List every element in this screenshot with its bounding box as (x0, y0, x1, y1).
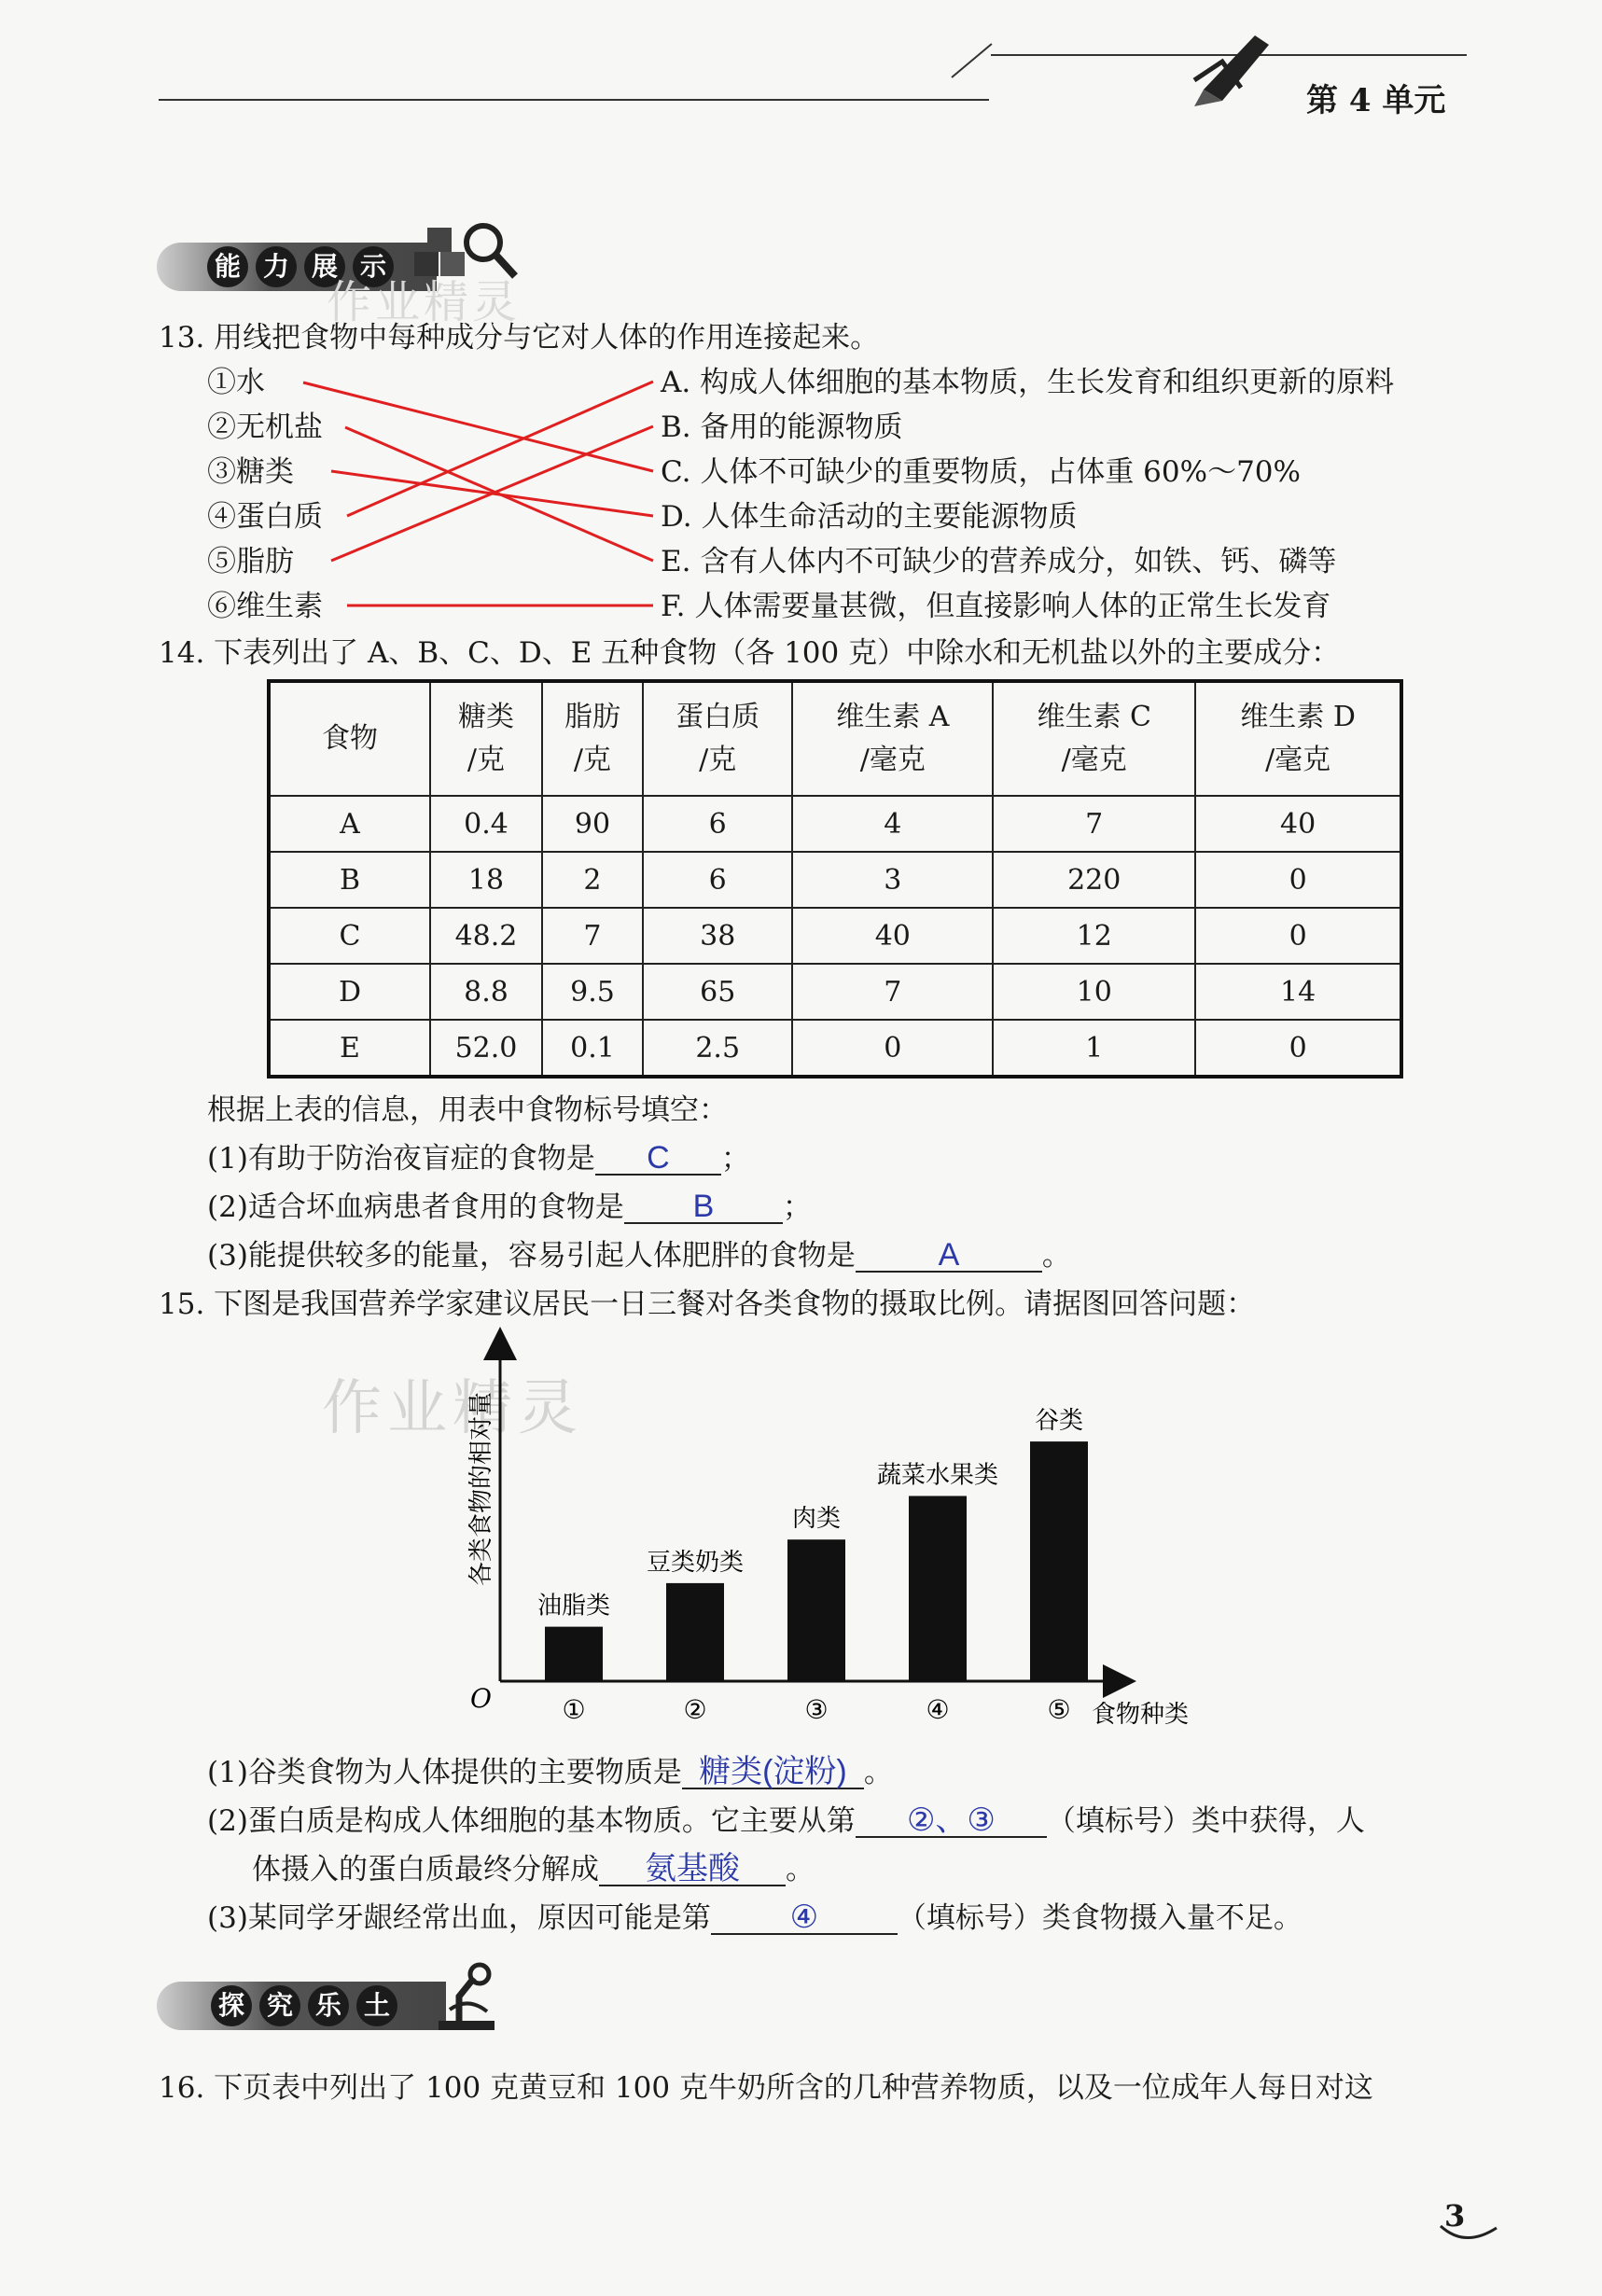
x-tick-label: ③ (804, 1694, 829, 1725)
section-char: 探 (211, 1985, 252, 2026)
answer-blank[interactable]: ②、③ (856, 1804, 1047, 1838)
table-cell: 65 (643, 964, 792, 1020)
header-unit: /克 (699, 744, 737, 776)
table-cell: 40 (1195, 796, 1401, 852)
question-15-sub2 (207, 1802, 1365, 1840)
question-13-stem: 13. 用线把食物中每种成分与它对人体的作用连接起来。 (159, 321, 880, 355)
section-char: 土 (356, 1985, 397, 2026)
table-cell: 7 (792, 964, 993, 1020)
ingredient-item: ③糖类 (207, 455, 294, 489)
punct: ； (720, 1142, 750, 1176)
punct: ； (782, 1190, 812, 1224)
table-cell: 18 (430, 852, 542, 908)
question-15-sub2-cont (252, 1851, 815, 1888)
table-cell: 1 (993, 1020, 1195, 1077)
table-header-cell (269, 681, 430, 796)
table-cell: 8.8 (430, 964, 542, 1020)
section-char: 力 (256, 246, 297, 287)
punct: 。 (863, 1756, 893, 1789)
table-cell: A (269, 796, 430, 852)
answer-blank[interactable]: 糖类(淀粉) (682, 1756, 864, 1789)
punct: 。 (1041, 1239, 1071, 1273)
table-row (269, 964, 1401, 1020)
bar-label: 豆类奶类 (646, 1548, 745, 1577)
sub-question-text: (1)有助于防治夜盲症的食物是 (207, 1142, 595, 1176)
section-char: 示 (353, 246, 394, 287)
sub-question-text: 体摄入的蛋白质最终分解成 (252, 1853, 599, 1886)
header-unit: /克 (573, 744, 612, 776)
table-cell: 6 (643, 796, 792, 852)
ingredient-item: ①水 (207, 366, 265, 399)
question-15-stem: 15. 下图是我国营养学家建议居民一日三餐对各类食物的摄取比例。请据图回答问题： (159, 1287, 1256, 1321)
table-cell: 6 (643, 852, 792, 908)
nutrition-table (267, 679, 1403, 1078)
table-cell: B (269, 852, 430, 908)
table-cell: 48.2 (430, 908, 542, 964)
table-cell: 10 (993, 964, 1195, 1020)
question-15-sub1 (207, 1754, 893, 1791)
bar-3 (787, 1539, 845, 1681)
ingredient-item: ⑤脂肪 (207, 545, 294, 578)
table-cell: 40 (792, 908, 993, 964)
function-item: C. 人体不可缺少的重要物质，占体重 60%～70% (661, 455, 1301, 489)
table-header-cell (643, 681, 792, 796)
sub-question-text: （填标号）类食物摄入量不足。 (897, 1901, 1302, 1935)
question-15-sub3 (207, 1899, 1302, 1937)
table-cell: 2.5 (643, 1020, 792, 1077)
x-tick-label: ④ (926, 1694, 950, 1725)
table-cell: 7 (993, 796, 1195, 852)
table-cell: 38 (643, 908, 792, 964)
bar-2 (666, 1583, 724, 1681)
bar-5 (1030, 1441, 1088, 1681)
table-row (269, 852, 1401, 908)
watermark-text: 作业精灵 (322, 1374, 583, 1443)
table-header-cell (792, 681, 993, 796)
y-axis-label: 各类食物的相对量 (467, 1391, 495, 1586)
bar-4 (909, 1496, 967, 1681)
sub-question-text: (1)谷类食物为人体提供的主要物质是 (207, 1756, 682, 1789)
section-char: 究 (259, 1985, 300, 2026)
table-header-cell (1195, 681, 1401, 796)
bar-label: 蔬菜水果类 (876, 1461, 999, 1490)
section-char: 展 (304, 246, 345, 287)
x-axis-label: 食物种类 (1092, 1701, 1190, 1729)
bar-label: 肉类 (791, 1505, 842, 1534)
ingredient-item: ⑥维生素 (207, 590, 323, 623)
table-cell: E (269, 1020, 430, 1077)
header-unit: /毫克 (1061, 744, 1127, 776)
table-cell: 52.0 (430, 1020, 542, 1077)
table-cell: C (269, 908, 430, 964)
table-cell: 0 (792, 1020, 993, 1077)
sub-question-text: （填标号）类中获得，人 (1046, 1804, 1365, 1838)
bar-label: 谷类 (1034, 1407, 1084, 1436)
x-tick-label: ② (683, 1694, 707, 1725)
table-cell: 0 (1195, 1020, 1401, 1077)
answer-blank[interactable]: C (595, 1142, 721, 1176)
table-cell: 14 (1195, 964, 1401, 1020)
question-14-stem: 14. 下表列出了 A、B、C、D、E 五种食物（各 100 克）中除水和无机盐以外的主要成分： (159, 636, 1341, 670)
question-16-stem: 16. 下页表中列出了 100 克黄豆和 100 克牛奶所含的几种营养物质，以及一位成年人每日对这 (159, 2071, 1373, 2105)
table-cell: 4 (792, 796, 993, 852)
table-cell: 90 (542, 796, 643, 852)
answer-blank[interactable]: B (624, 1190, 783, 1224)
page-number-swoosh (1437, 2220, 1502, 2248)
unit-title: 第 4 单元 (1306, 82, 1446, 119)
function-item: D. 人体生命活动的主要能源物质 (661, 500, 1078, 534)
function-item: A. 构成人体细胞的基本物质，生长发育和组织更新的原料 (661, 366, 1395, 399)
bar-1 (545, 1627, 603, 1681)
function-item: E. 含有人体内不可缺少的营养成分，如铁、钙、磷等 (661, 545, 1337, 578)
watermark-text: 作业精灵 (327, 276, 522, 328)
table-header-cell (542, 681, 643, 796)
table-cell: 9.5 (542, 964, 643, 1020)
sub-question-text: (2)适合坏血病患者食用的食物是 (207, 1190, 624, 1224)
table-cell: 220 (993, 852, 1195, 908)
sub-question-text: (2)蛋白质是构成人体细胞的基本物质。它主要从第 (207, 1804, 856, 1838)
sub-question-text: (3)某同学牙龈经常出血，原因可能是第 (207, 1901, 711, 1935)
answer-blank[interactable]: ④ (711, 1901, 898, 1935)
section-char: 乐 (308, 1985, 349, 2026)
answer-blank[interactable]: A (856, 1239, 1042, 1273)
header-unit: /克 (467, 744, 506, 776)
table-cell: D (269, 964, 430, 1020)
header-label: 食物 (322, 722, 378, 755)
table-cell: 12 (993, 908, 1195, 964)
header-unit: /毫克 (859, 744, 926, 776)
header-label: 维生素 D (1240, 701, 1356, 733)
table-header-cell (430, 681, 542, 796)
table-row (269, 908, 1401, 964)
bar-label: 油脂类 (536, 1592, 611, 1621)
question-14-lead: 根据上表的信息，用表中食物标号填空： (207, 1093, 728, 1127)
sub-question-text: (3)能提供较多的能量，容易引起人体肥胖的食物是 (207, 1239, 856, 1273)
table-row (269, 796, 1401, 852)
question-14-sub2 (207, 1189, 812, 1226)
table-header-cell (993, 681, 1195, 796)
x-tick-label: ① (562, 1694, 586, 1725)
x-tick-label: ⑤ (1047, 1694, 1071, 1725)
table-cell: 0.4 (430, 796, 542, 852)
table-cell: 7 (542, 908, 643, 964)
table-row (269, 1020, 1401, 1077)
table-cell: 3 (792, 852, 993, 908)
section-title-explore (211, 1985, 397, 2026)
header-label: 维生素 A (836, 701, 950, 733)
punct: 。 (786, 1853, 815, 1886)
header-label: 蛋白质 (676, 701, 760, 733)
ingredient-item: ④蛋白质 (207, 500, 323, 534)
function-item: B. 备用的能源物质 (661, 410, 903, 444)
table-cell: 2 (542, 852, 643, 908)
question-14-sub3 (207, 1237, 1071, 1274)
microscope-icon (431, 1959, 506, 2038)
header-label: 脂肪 (564, 701, 620, 733)
ingredient-item: ②无机盐 (207, 410, 323, 444)
food-proportion-bar-chart (448, 1325, 1232, 1735)
matching-lines (0, 0, 1602, 653)
table-cell: 0 (1195, 852, 1401, 908)
header-label: 维生素 C (1037, 701, 1151, 733)
section-char: 能 (207, 246, 248, 287)
table-cell: 0 (1195, 908, 1401, 964)
header-unit: /毫克 (1265, 744, 1331, 776)
header-label: 糖类 (457, 701, 514, 733)
origin-label: O (470, 1683, 492, 1714)
question-14-sub1 (207, 1140, 750, 1177)
answer-blank[interactable]: 氨基酸 (599, 1853, 786, 1886)
table-cell: 0.1 (542, 1020, 643, 1077)
function-item: F. 人体需要量甚微，但直接影响人体的正常生长发育 (661, 590, 1331, 623)
page-number: 3 (1444, 2198, 1466, 2233)
table-header-row (269, 681, 1401, 796)
